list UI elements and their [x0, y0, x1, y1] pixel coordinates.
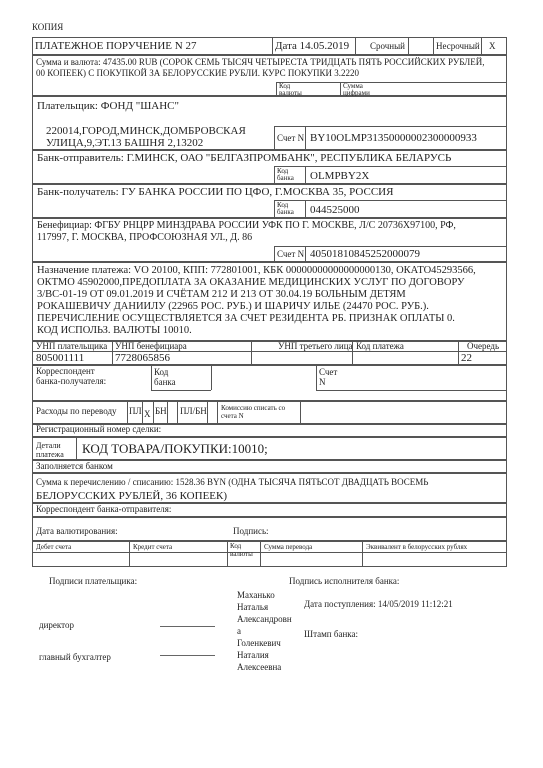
- transfer-amount-label: Сумма перевода: [264, 543, 313, 551]
- expenses-pl-mark: X: [144, 409, 151, 419]
- sender-bank-name: Банк-отправитель: Г.МИНСК, ОАО "БЕЛГАЗПРОМБАНК", РЕСПУБЛИКА БЕЛАРУСЬ: [37, 152, 452, 164]
- accountant-name-3: Алексеевна: [237, 662, 282, 672]
- purpose-line-4: РОКАШЕВИЧУ ДАНИИЛУ (22965 РОС. РУБ.) И ШАРИЧУ ИЛЬЕ (24470 РОС. РУБ.).: [37, 301, 429, 312]
- correspondent-account-label-2: N: [319, 377, 326, 387]
- queue-label: Очередь: [467, 341, 500, 351]
- beneficiary-account: 40501810845252000079: [310, 248, 420, 260]
- director-name: [237, 589, 292, 673]
- urgent-label: Срочный: [370, 41, 405, 51]
- filled-by-bank-label: Заполняется банком: [36, 461, 113, 471]
- byn-equivalent-label: Эквивалент в белорусских рублях: [366, 543, 468, 551]
- correspondent-code-label: [154, 367, 176, 387]
- accountant-name-1: Голенкевич: [237, 638, 281, 648]
- registration-label: Регистрационный номер сделки:: [36, 424, 162, 434]
- purpose-line-5: ПЕРЕЧИСЛЕНИЕ ОСУЩЕСТВЛЯЕТСЯ ЗА СЧЕТ РЕЗИДЕНТА РБ. ПРИЗНАК ОПЛАТЫ 0.: [37, 313, 455, 324]
- unp-payer: 805001111: [36, 352, 85, 364]
- unp-third-label: УНП третьего лица: [278, 341, 353, 351]
- recipient-bank-code-label: Код банка: [277, 201, 294, 216]
- expenses-label: Расходы по переводу: [36, 406, 117, 416]
- correspondent-code-label-1: Код: [154, 367, 169, 377]
- payer-account: BY10OLMP31350000002300000933: [310, 132, 477, 144]
- commission-label-2: счета N: [221, 412, 244, 420]
- recipient-bank-name: Банк-получатель: ГУ БАНКА РОССИИ ПО ЦФО, Г.МОСКВА 35, РОССИЯ: [37, 186, 394, 198]
- fx-date-label: Дата валютирования:: [36, 526, 118, 536]
- director-name-1: Маханько: [237, 590, 275, 600]
- beneficiary-line-2: 117997, Г. МОСКВА, ПРОФСОЮЗНАЯ УЛ., Д. 86: [37, 232, 253, 243]
- payer-address-1: 220014,ГОРОД,МИНСК,ДОМБРОВСКАЯ: [46, 125, 246, 137]
- correspondent-label-2: банка-получателя:: [36, 376, 107, 386]
- written-off-line: [36, 477, 428, 487]
- purpose-line-3: 3/ВС-01-19 ОТ 09.01.2019 И СЧЁТАМ 212 И 213 ОТ 30.04.19 БОЛЬНЫМ ДЕТЯМ: [37, 289, 406, 300]
- sum-digits-label: Сумма цифрами: [343, 82, 370, 97]
- executor-signature-title: Подпись исполнителя банка:: [289, 576, 400, 586]
- payer-signatures-title: Подписи плательщика:: [49, 576, 138, 586]
- payer-name: Плательщик: ФОНД "ШАНС": [37, 100, 180, 112]
- accountant-label: главный бухгалтер: [39, 652, 111, 662]
- correspondent-label: [36, 366, 106, 386]
- unp-beneficiary: 7728065856: [115, 352, 170, 364]
- document-date: Дата 14.05.2019: [275, 40, 350, 52]
- sender-bank-code-label: Код банка: [277, 167, 294, 182]
- accountant-signature-line: [160, 655, 215, 656]
- correspondent-account-label-1: Счет: [319, 367, 338, 377]
- unp-beneficiary-label: УНП бенефициара: [115, 341, 187, 351]
- copy-label: КОПИЯ: [32, 22, 64, 32]
- purpose-line-1: Назначение платежа: VO 20100, КПП: 772801001, КБК 00000000000000000130, ОКАТО45293566,: [37, 265, 476, 276]
- payment-code-label: Код платежа: [356, 341, 404, 351]
- expenses-plbn: ПЛ/БН: [180, 406, 207, 416]
- sum-line-2: 00 КОПЕЕК) С ПОКУПКОЙ ЗА БЕЛОРУССКИЕ РУБЛИ. КУРС ПОКУПКИ 3.2220: [36, 68, 360, 78]
- accountant-name-2: Наталия: [237, 650, 269, 660]
- credit-label: Кредит счета: [133, 543, 173, 551]
- signature-label: Подпись:: [233, 526, 269, 536]
- details-text: КОД ТОВАРА/ПОКУПКИ:10010;: [82, 441, 268, 456]
- unp-payer-label: УНП плательщика: [36, 341, 108, 351]
- commission-label: [221, 404, 285, 420]
- sender-correspondent-label: Корреспондент банка-отправителя:: [36, 504, 172, 514]
- currency-code-label-2: валюты: [230, 550, 253, 558]
- beneficiary-account-label: Счет N: [277, 249, 305, 259]
- director-name-3: Александровн: [237, 614, 292, 624]
- written-off-line-2: БЕЛОРУССКИХ РУБЛЕЙ, 36 КОПЕЕК): [36, 490, 228, 502]
- correspondent-account-label: [319, 367, 337, 387]
- correspondent-label-1: Корреспондент: [36, 366, 95, 376]
- nonurgent-label: Несрочный: [436, 41, 480, 51]
- sum-line-1: Сумма и валюта: 47435.00 RUB (СОРОК СЕМЬ ТЫСЯЧ ЧЕТЫРЕСТА ТРИДЦАТЬ ПЯТЬ РОССИЙСКИХ РУБЛЕЙ,: [36, 57, 485, 67]
- details-label-1: Детали: [36, 441, 61, 450]
- expenses-pl: ПЛ: [129, 406, 142, 416]
- document-title: ПЛАТЕЖНОЕ ПОРУЧЕНИЕ N 27: [35, 40, 197, 52]
- currency-code-label-1: Код: [230, 542, 242, 550]
- director-label: директор: [39, 620, 74, 630]
- director-name-2: Наталья: [237, 602, 269, 612]
- received-date: Дата поступления: 14/05/2019 11:12:21: [304, 599, 453, 609]
- nonurgent-mark: X: [489, 41, 496, 51]
- sender-bank-code: OLMPBY2X: [310, 170, 370, 182]
- purpose-text: [37, 265, 476, 337]
- details-label-2: платежа: [36, 450, 64, 459]
- bank-stamp-label: Штамп банка:: [304, 629, 358, 639]
- payer-address-2: УЛИЦА,9,ЭТ.13 БАШНЯ 2,13202: [46, 137, 204, 149]
- beneficiary-line-1: Бенефициар: ФГБУ РНЦРР МИНЗДРАВА РОССИИ УФК ПО Г. МОСКВЕ, Л/С 20736Х97100, РФ,: [37, 220, 456, 231]
- purpose-line-2: ОКТМО 45902000,ПРЕДОПЛАТА ЗА ОКАЗАНИЕ МЕДИЦИНСКИХ УСЛУГ ПО ДОГОВОРУ: [37, 277, 465, 288]
- code-currency-label: Код валюты: [279, 82, 302, 97]
- director-name-4: а: [237, 626, 241, 636]
- currency-code-label: [230, 542, 253, 558]
- debit-label: Дебет счета: [36, 543, 72, 551]
- queue-value: 22: [461, 352, 472, 364]
- purpose-line-6: КОД ИСПОЛЬЗ. ВАЛЮТЫ 10010.: [37, 325, 192, 336]
- written-off-line-1: Сумма к перечислению / списанию: 1528.36 BYN (ОДНА ТЫСЯЧА ПЯТЬСОТ ДВАДЦАТЬ ВОСЕМЬ: [36, 477, 429, 487]
- correspondent-code-label-2: банка: [154, 377, 176, 387]
- payer-account-label: Счет N: [277, 133, 305, 143]
- director-signature-line: [160, 626, 215, 627]
- commission-label-1: Комиссию списать со: [221, 404, 286, 412]
- recipient-bank-code: 044525000: [310, 204, 360, 216]
- expenses-bn: БН: [155, 406, 167, 416]
- details-label: [36, 441, 64, 459]
